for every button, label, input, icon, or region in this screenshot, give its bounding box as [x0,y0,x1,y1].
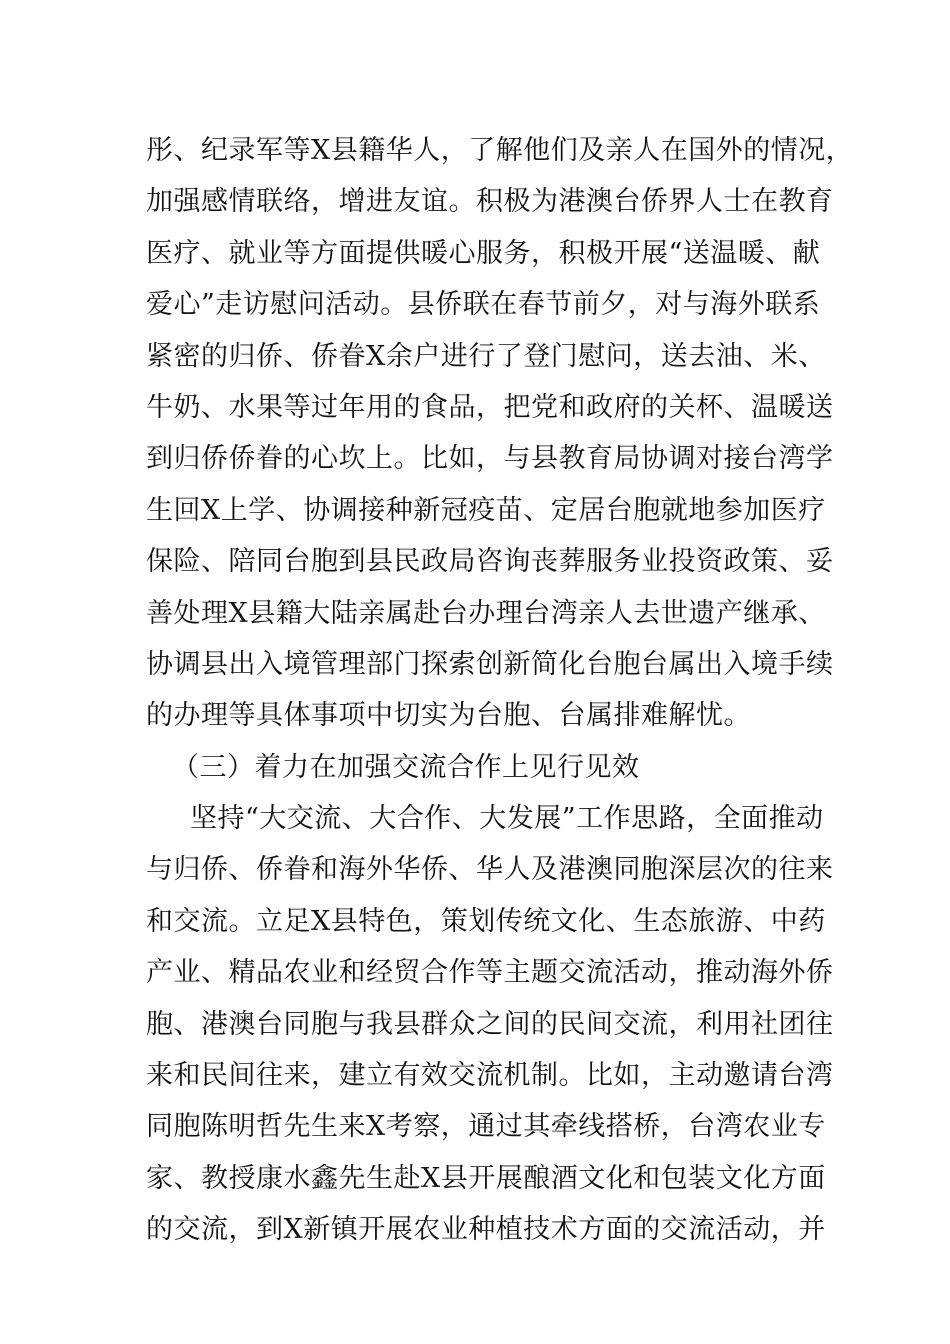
text-line: 爱心”走访慰问活动。县侨联在春节前夕，对与海外联系 [146,289,821,321]
text-line: 医疗、就业等方面提供暖心服务，积极开展“送温暖、献 [146,237,821,269]
text-line: 与归侨、侨眷和海外华侨、华人及港澳同胞深层次的往来 [146,854,834,886]
body-text [146,125,854,1256]
text-line: 同胞陈明哲先生来X考察，通过其牵线搭桥，台湾农业专 [146,1111,826,1143]
section-heading: （三）着力在加强交流合作上见行见效 [172,751,640,783]
text-line: 的办理等具体事项中切实为台胞、台属排难解忧。 [146,700,751,732]
text-line: 和交流。立足X县特色，策划传统文化、生态旅游、中药 [146,905,826,937]
text-line: 协调县出入境管理部门探索创新简化台胞台属出入境手续 [146,648,834,680]
text-line: 善处理X县籍大陆亲属赴台办理台湾亲人去世遗产继承、 [146,597,826,629]
paragraph-first-line: 坚持“大交流、大合作、大发展”工作思路，全面推动 [190,803,824,835]
text-line: 保险、陪同台胞到县民政局咨询丧葬服务业投资政策、妥 [146,546,834,578]
text-line: 紧密的归侨、侨眷X余户进行了登门慰问，送去油、米、 [146,340,826,372]
text-line: 家、教授康水鑫先生赴X县开展酿酒文化和包装文化方面 [146,1162,826,1194]
text-line: 胞、港澳台同胞与我县群众之间的民间交流，利用社团往 [146,1008,834,1040]
text-line: 加强感情联络，增进友谊。积极为港澳台侨界人士在教育 [146,186,834,218]
text-line: 彤、纪录军等X县籍华人，了解他们及亲人在国外的情况， [146,135,854,166]
text-line: 到归侨侨眷的心坎上。比如，与县教育局协调对接台湾学 [146,443,834,475]
text-line: 的交流，到X新镇开展农业种植技术方面的交流活动，并 [146,1214,826,1246]
text-line: 产业、精品农业和经贸合作等主题交流活动，推动海外侨 [146,957,834,989]
text-line: 生回X上学、协调接种新冠疫苗、定居台胞就地参加医疗 [146,494,826,526]
text-line: 牛奶、水果等过年用的食品，把党和政府的关杯、温暖送 [146,391,834,423]
text-line: 来和民间往来，建立有效交流机制。比如，主动邀请台湾 [146,1060,834,1092]
